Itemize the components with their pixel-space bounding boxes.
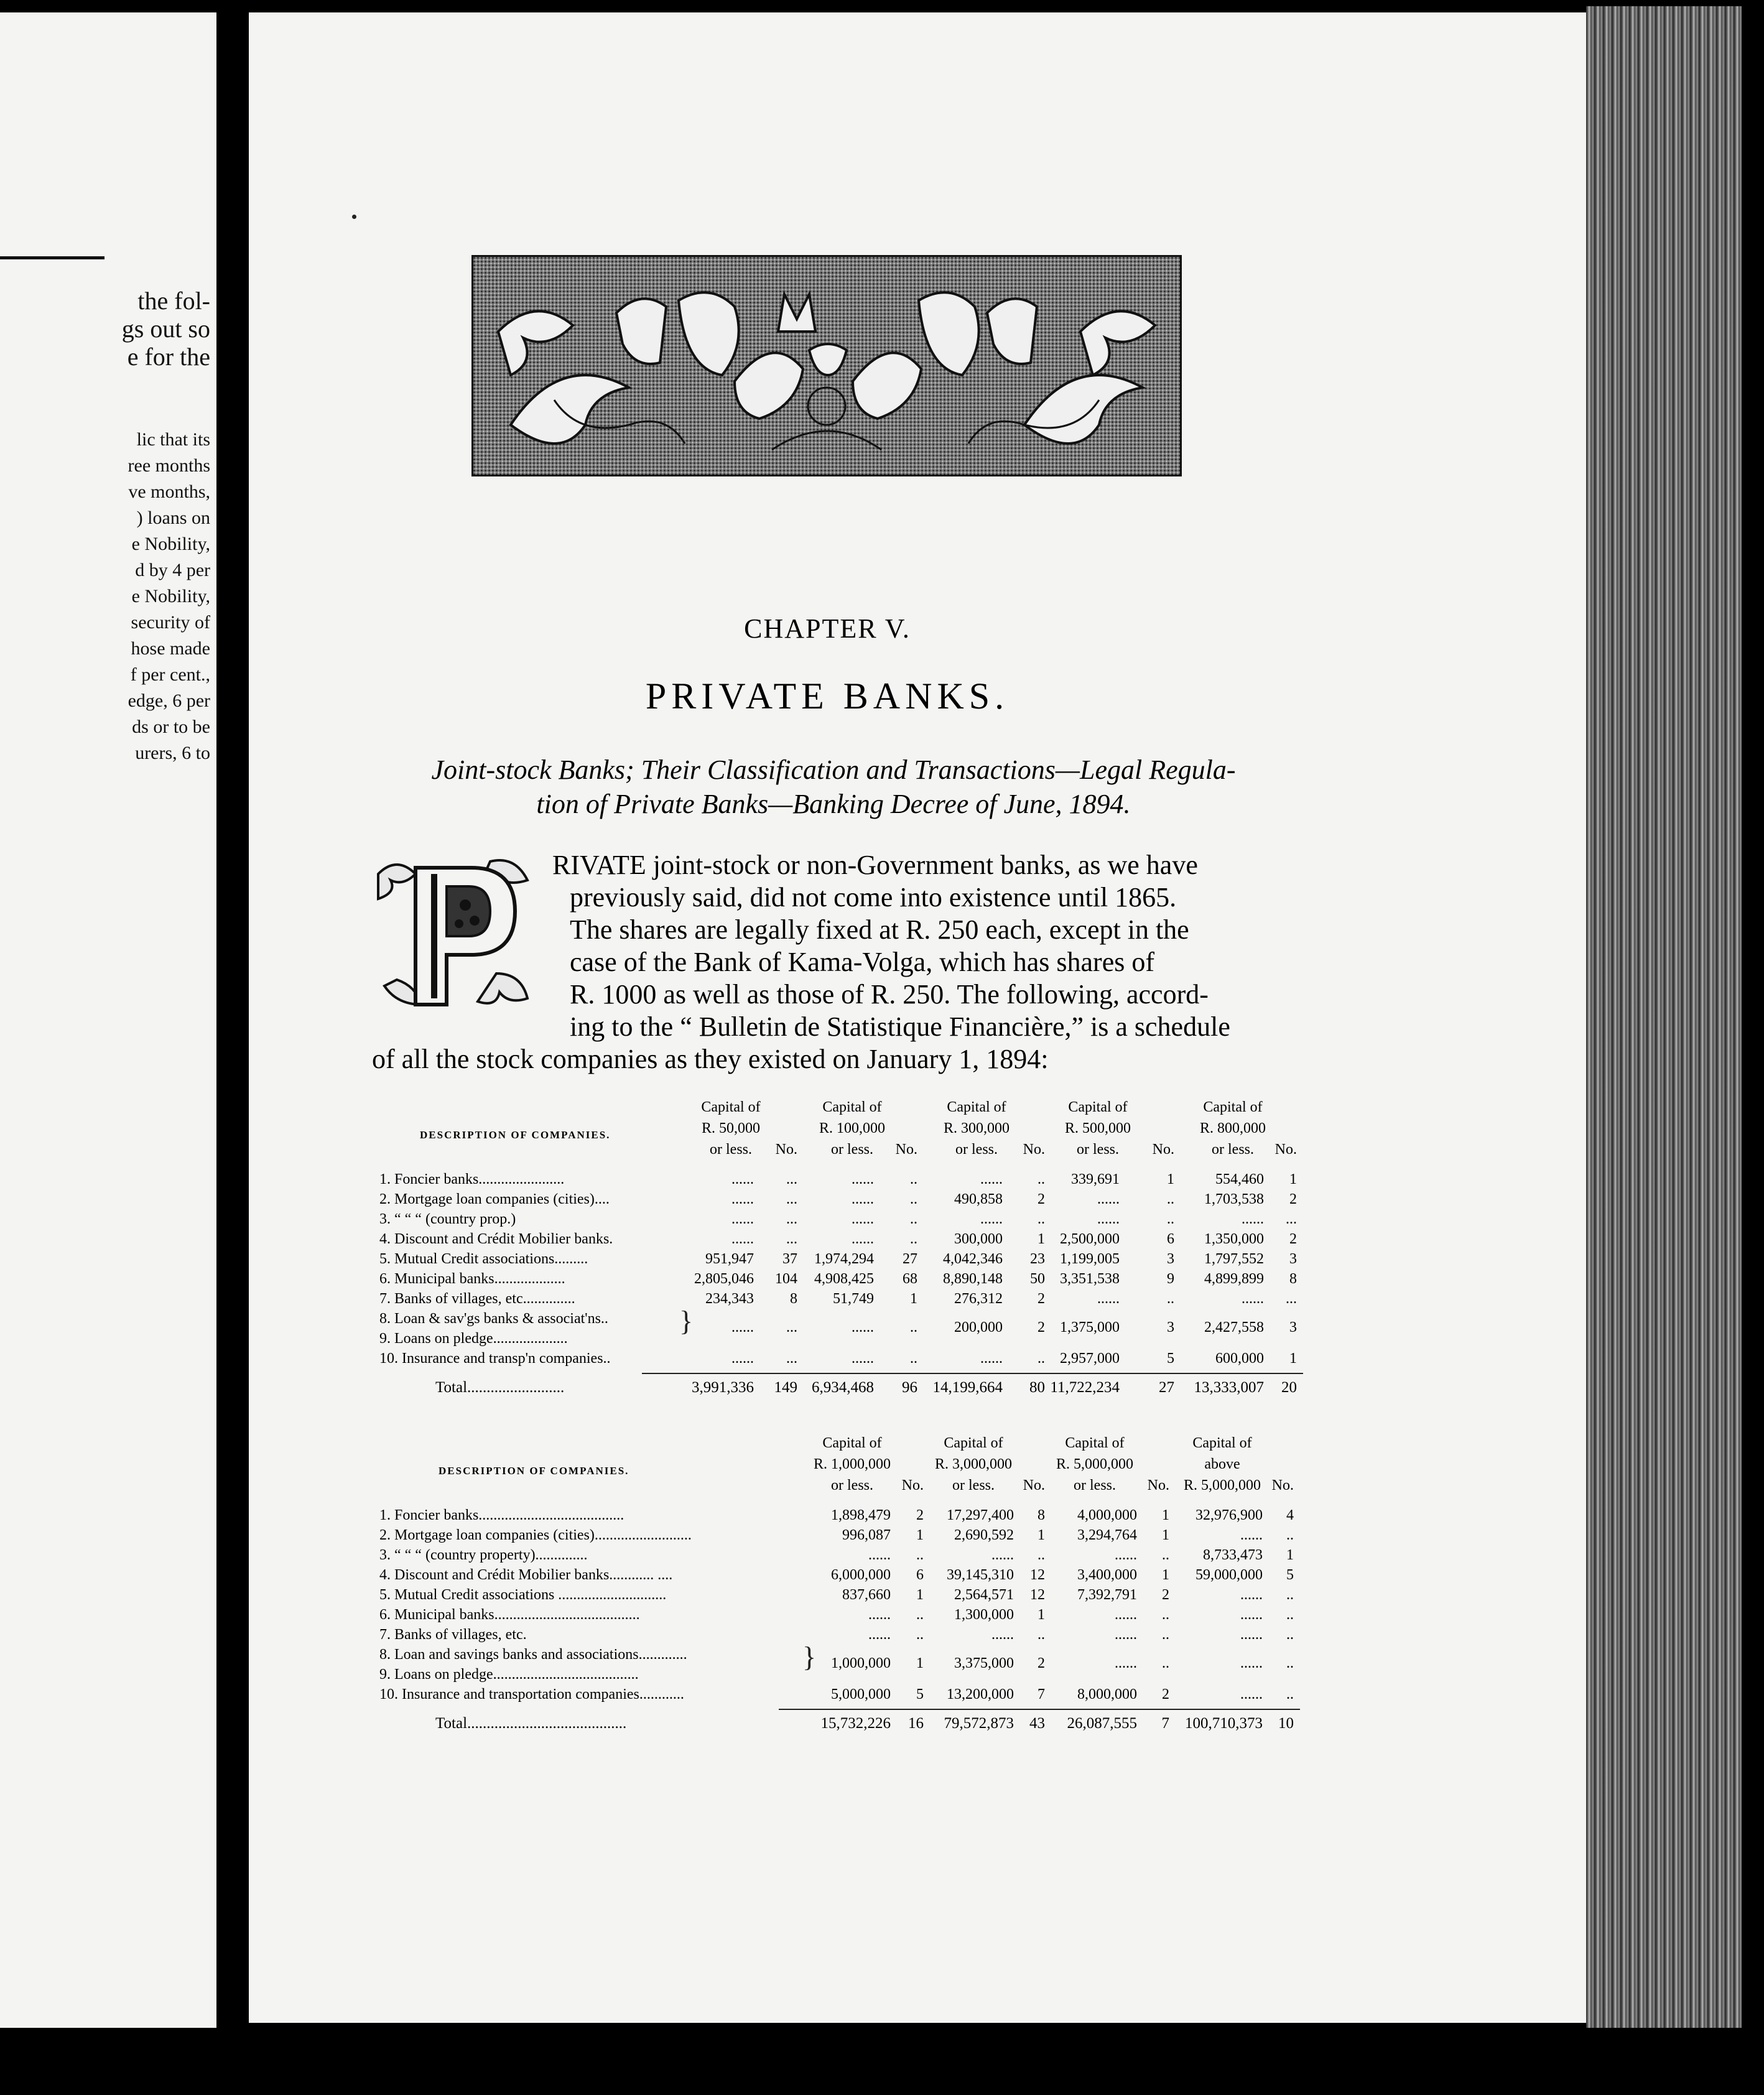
table-cell-count: ... <box>786 1350 797 1367</box>
table-cell-count: 5 <box>1286 1567 1294 1583</box>
table-cell-count: 1 <box>1167 1171 1174 1187</box>
table-cell-count: 104 <box>775 1271 797 1287</box>
capital-column-header: or less. <box>831 1141 873 1158</box>
table-cell-count: 8 <box>1038 1507 1045 1523</box>
table-cell-count: .. <box>910 1171 917 1187</box>
table-row-label: 10. Insurance and transp'n companies.. <box>379 1350 611 1367</box>
table-cell-count: 1 <box>1038 1607 1045 1623</box>
left-page-text-fragment: e Nobility, <box>131 534 210 554</box>
subtitle-line: tion of Private Banks—Banking Decree of June, 1894. <box>536 789 1131 819</box>
table-cell-count: .. <box>1038 1211 1045 1227</box>
total-rule <box>1151 1709 1300 1710</box>
table-cell-value: 1,974,294 <box>814 1251 874 1267</box>
page-edges <box>1586 6 1742 2028</box>
table-cell-value: 59,000,000 <box>1195 1567 1263 1583</box>
table-cell-count: .. <box>1038 1547 1045 1563</box>
table-row-label: 2. Mortgage loan companies (cities).... <box>379 1191 610 1207</box>
count-column-header: No. <box>1152 1141 1174 1158</box>
table-total-value: 3,991,336 <box>692 1379 754 1396</box>
capital-column-header: or less. <box>831 1477 873 1493</box>
capital-column-header: above <box>1204 1456 1240 1472</box>
table-cell-value: 490,858 <box>954 1191 1003 1207</box>
capital-table-1 <box>373 1098 1306 1421</box>
table-cell-count: 6 <box>1167 1231 1174 1247</box>
left-page-text-fragment: ) loans on <box>136 508 210 528</box>
table-cell-value: ...... <box>731 1171 754 1187</box>
table-row-label: 7. Banks of villages, etc. <box>379 1627 527 1643</box>
table-cell-count: .. <box>916 1607 924 1623</box>
table-cell-value: 8,890,148 <box>943 1271 1003 1287</box>
table-row-label: 1. Foncier banks....................................... <box>379 1507 624 1523</box>
capital-column-header: R. 1,000,000 <box>813 1456 891 1472</box>
table-cell-count: .. <box>1286 1686 1294 1702</box>
table-cell-value: ...... <box>991 1547 1014 1563</box>
table-cell-count: 50 <box>1030 1271 1045 1287</box>
table-cell-count: .. <box>1038 1627 1045 1643</box>
table-cell-value: 1,898,479 <box>831 1507 891 1523</box>
table-total-count: 80 <box>1029 1379 1045 1396</box>
table-cell-value: 276,312 <box>954 1291 1003 1307</box>
table-cell-count: .. <box>1162 1547 1169 1563</box>
page-speck <box>352 215 356 219</box>
table-cell-value: ...... <box>1115 1607 1137 1623</box>
table-cell-count: .. <box>1286 1607 1294 1623</box>
drop-cap-foliage-icon <box>372 849 534 1023</box>
table-cell-value: 4,000,000 <box>1077 1507 1137 1523</box>
left-page-text-fragment: ve months, <box>128 481 210 502</box>
table-total-value: 14,199,664 <box>932 1379 1003 1396</box>
left-page-text-fragment: gs out so <box>121 315 210 343</box>
left-page-text-fragment: ds or to be <box>132 717 210 737</box>
table-cell-value: ...... <box>1097 1211 1120 1227</box>
table-cell-value: ...... <box>868 1547 891 1563</box>
table-cell-count: 1 <box>1289 1350 1297 1367</box>
table-cell-value: ...... <box>852 1171 874 1187</box>
table-total-value: 79,572,873 <box>944 1715 1014 1732</box>
table-cell-count: 1 <box>1038 1527 1045 1543</box>
table-description-header: DESCRIPTION OF COMPANIES. <box>420 1129 611 1141</box>
capital-column-header: Capital of <box>701 1099 761 1115</box>
table-cell-value: ...... <box>1242 1291 1264 1307</box>
table-cell-count: 1 <box>1162 1507 1169 1523</box>
left-page-text-fragment: lic that its <box>136 429 210 450</box>
table-cell-count: .. <box>1167 1191 1174 1207</box>
table-cell-value: 7,392,791 <box>1077 1587 1137 1603</box>
table-total-count: 149 <box>774 1379 797 1396</box>
table-cell-count: 2 <box>1162 1686 1169 1702</box>
table-cell-value: 2,427,558 <box>1204 1319 1264 1336</box>
brace-mark: } <box>679 1305 694 1337</box>
table-cell-value: ...... <box>1240 1655 1263 1671</box>
table-cell-count: ... <box>786 1211 797 1227</box>
table-total-value: 100,710,373 <box>1185 1715 1263 1732</box>
table-cell-value: ...... <box>1097 1191 1120 1207</box>
total-rule <box>1152 1373 1303 1374</box>
count-column-header: No. <box>1023 1477 1045 1493</box>
table-cell-value: ...... <box>1240 1587 1263 1603</box>
table-row-label: 3. “ “ “ (country prop.) <box>379 1211 516 1227</box>
table-cell-value: 13,200,000 <box>947 1686 1014 1702</box>
table-cell-value: 5,000,000 <box>831 1686 891 1702</box>
table-cell-count: 1 <box>1162 1567 1169 1583</box>
paragraph-line: The shares are legally fixed at R. 250 each, except in the <box>570 914 1189 945</box>
brace-mark: } <box>802 1641 817 1673</box>
table-cell-count: ... <box>1286 1291 1297 1307</box>
capital-column-header: Capital of <box>947 1099 1006 1115</box>
table-cell-value: ...... <box>1240 1607 1263 1623</box>
table-cell-value: 3,351,538 <box>1060 1271 1120 1287</box>
left-page-text-fragment: ree months <box>128 455 210 476</box>
book-gutter <box>216 0 249 2095</box>
paragraph-line: previously said, did not come into existence until 1865. <box>570 882 1177 913</box>
table-cell-value: ...... <box>1242 1211 1264 1227</box>
drop-cap-p <box>372 849 534 1023</box>
table-cell-value: 2,690,592 <box>954 1527 1014 1543</box>
headpiece-engraving <box>473 257 1180 475</box>
table-cell-count: 3 <box>1167 1251 1174 1267</box>
table-cell-count: .. <box>1162 1655 1169 1671</box>
table-total-value: 15,732,226 <box>820 1715 891 1732</box>
table-cell-value: ...... <box>980 1211 1003 1227</box>
table-total-value: 11,722,234 <box>1050 1379 1120 1396</box>
table-cell-value: 2,564,571 <box>954 1587 1014 1603</box>
paragraph-line: of all the stock companies as they existed on January 1, 1894: <box>372 1044 1049 1074</box>
table-cell-value: ...... <box>852 1191 874 1207</box>
table-cell-value: 1,000,000 <box>831 1655 891 1671</box>
table-cell-count: .. <box>910 1319 917 1336</box>
table-cell-count: 5 <box>916 1686 924 1702</box>
capital-column-header: Capital of <box>1068 1099 1128 1115</box>
table-total-value: 26,087,555 <box>1067 1715 1137 1732</box>
capital-column-header: Capital of <box>1192 1435 1252 1451</box>
table-cell-value: ...... <box>1115 1655 1137 1671</box>
capital-column-header: R. 5,000,000 <box>1183 1477 1261 1493</box>
chapter-heading: CHAPTER V. <box>744 613 911 644</box>
table-cell-count: 8 <box>790 1291 797 1307</box>
table-row-label: 2. Mortgage loan companies (cities).......................... <box>379 1527 692 1543</box>
paragraph-line: R. 1000 as well as those of R. 250. The following, accord- <box>570 979 1209 1010</box>
capital-column-header: or less. <box>1077 1141 1119 1158</box>
table-cell-value: ...... <box>1115 1627 1137 1643</box>
table-cell-count: 3 <box>1289 1251 1297 1267</box>
table-cell-count: 2 <box>1038 1191 1045 1207</box>
table-cell-value: 8,733,473 <box>1203 1547 1263 1563</box>
table-cell-value: 51,749 <box>833 1291 874 1307</box>
table-total-label: Total......................................... <box>435 1715 627 1732</box>
count-column-header: No. <box>895 1141 917 1158</box>
capital-column-header: R. 800,000 <box>1199 1120 1266 1136</box>
left-page-text-fragment: security of <box>131 612 210 633</box>
table-cell-value: ...... <box>1240 1627 1263 1643</box>
paragraph-line: ing to the “ Bulletin de Statistique Financière,” is a schedule <box>570 1011 1230 1042</box>
table-total-count: 20 <box>1281 1379 1297 1396</box>
table-cell-count: .. <box>1038 1350 1045 1367</box>
table-cell-value: ...... <box>852 1319 874 1336</box>
capital-column-header: Capital of <box>822 1099 882 1115</box>
chapter-title: PRIVATE BANKS. <box>645 676 1010 717</box>
capital-column-header: Capital of <box>822 1435 882 1451</box>
table-cell-value: 1,703,538 <box>1204 1191 1264 1207</box>
table-cell-count: 1 <box>916 1587 924 1603</box>
table-cell-count: 1 <box>1289 1171 1297 1187</box>
table-cell-count: .. <box>916 1547 924 1563</box>
capital-column-header: R. 3,000,000 <box>934 1456 1012 1472</box>
table-cell-value: 837,660 <box>842 1587 891 1603</box>
count-column-header: No. <box>1271 1477 1294 1493</box>
table-cell-value: ...... <box>731 1231 754 1247</box>
table-cell-count: 3 <box>1289 1319 1297 1336</box>
table-cell-value: ...... <box>731 1211 754 1227</box>
table-cell-count: .. <box>910 1350 917 1367</box>
table-cell-count: .. <box>1038 1171 1045 1187</box>
table-cell-value: ...... <box>980 1350 1003 1367</box>
table-cell-count: 4 <box>1286 1507 1294 1523</box>
left-page-rule <box>0 256 104 259</box>
table-row-label: 5. Mutual Credit associations ............................. <box>379 1587 667 1603</box>
table-cell-value: ...... <box>1097 1291 1120 1307</box>
table-cell-value: 32,976,900 <box>1195 1507 1263 1523</box>
table-cell-count: 5 <box>1167 1350 1174 1367</box>
table-cell-count: 2 <box>1289 1231 1297 1247</box>
table-cell-value: 39,145,310 <box>947 1567 1014 1583</box>
table-cell-count: .. <box>1162 1607 1169 1623</box>
table-cell-count: .. <box>1286 1655 1294 1671</box>
table-cell-count: 6 <box>916 1567 924 1583</box>
table-cell-count: 3 <box>1167 1319 1174 1336</box>
capital-column-header: Capital of <box>1203 1099 1263 1115</box>
table-cell-count: ... <box>786 1171 797 1187</box>
left-page-text-fragment: hose made <box>131 638 210 659</box>
table-cell-value: ...... <box>1240 1686 1263 1702</box>
table-total-count: 10 <box>1278 1715 1294 1732</box>
table-cell-count: .. <box>910 1191 917 1207</box>
table-cell-count: 68 <box>903 1271 917 1287</box>
table-cell-value: ...... <box>868 1627 891 1643</box>
count-column-header: No. <box>1274 1141 1297 1158</box>
table-cell-value: ...... <box>852 1350 874 1367</box>
chapter-subtitle <box>370 753 1297 821</box>
table-cell-value: 2,500,000 <box>1060 1231 1120 1247</box>
table-row-label: 1. Foncier banks....................... <box>379 1171 565 1187</box>
table-row-label: 8. Loan & sav'gs banks & associat'ns.. <box>379 1311 608 1327</box>
table-total-label: Total......................... <box>435 1379 565 1396</box>
table-row-label: 8. Loan and savings banks and associations............. <box>379 1647 687 1663</box>
table-cell-count: 27 <box>903 1251 917 1267</box>
table-cell-value: 17,297,400 <box>947 1507 1014 1523</box>
table-cell-value: ...... <box>1115 1547 1137 1563</box>
table-total-count: 27 <box>1159 1379 1174 1396</box>
left-page-text-fragment: e Nobility, <box>131 586 210 606</box>
left-page-text-fragment: the fol- <box>137 287 210 315</box>
table-cell-count: 1 <box>916 1527 924 1543</box>
table-row-label: 4. Discount and Crédit Mobilier banks. <box>379 1231 613 1247</box>
ornamental-headpiece <box>471 255 1182 476</box>
table-row-label: 4. Discount and Crédit Mobilier banks............ .... <box>379 1567 673 1583</box>
table-cell-value: ...... <box>731 1319 754 1336</box>
table-cell-value: ...... <box>1240 1527 1263 1543</box>
table-cell-value: 3,294,764 <box>1077 1527 1137 1543</box>
capital-column-header: or less. <box>952 1477 995 1493</box>
subtitle-line: Joint-stock Banks; Their Classification and Transactions—Legal Regula- <box>431 755 1236 785</box>
table-total-count: 96 <box>902 1379 917 1396</box>
table-cell-value: 8,000,000 <box>1077 1686 1137 1702</box>
table-cell-count: ... <box>786 1231 797 1247</box>
table-row-label: 5. Mutual Credit associations......... <box>379 1251 588 1267</box>
table-row-label: 7. Banks of villages, etc.............. <box>379 1291 575 1307</box>
left-page-text-fragment: urers, 6 to <box>135 743 210 763</box>
table-row-label: 3. “ “ “ (country property).............. <box>379 1547 588 1563</box>
table-cell-value: 4,899,899 <box>1204 1271 1264 1287</box>
table-cell-value: 6,000,000 <box>831 1567 891 1583</box>
table-cell-value: ...... <box>991 1627 1014 1643</box>
table-cell-value: 1,350,000 <box>1204 1231 1264 1247</box>
table-cell-count: .. <box>1162 1627 1169 1643</box>
table-cell-value: 3,400,000 <box>1077 1567 1137 1583</box>
table-cell-count: .. <box>910 1211 917 1227</box>
table-cell-count: .. <box>910 1231 917 1247</box>
count-column-header: No. <box>1023 1141 1045 1158</box>
table-cell-count: 23 <box>1030 1251 1045 1267</box>
table-cell-count: 12 <box>1030 1587 1045 1603</box>
table-cell-count: 7 <box>1038 1686 1045 1702</box>
left-page-text-fragment: f per cent., <box>130 664 210 685</box>
table-cell-value: 1,300,000 <box>954 1607 1014 1623</box>
table-row-label: 9. Loans on pledge.................... <box>379 1331 568 1347</box>
table-cell-count: 9 <box>1167 1271 1174 1287</box>
table-row-label: 6. Municipal banks....................................... <box>379 1607 640 1623</box>
table-cell-count: .. <box>916 1627 924 1643</box>
count-column-header: No. <box>901 1477 924 1493</box>
capital-column-header: R. 5,000,000 <box>1056 1456 1133 1472</box>
table-cell-count: .. <box>1167 1291 1174 1307</box>
table-cell-value: 4,908,425 <box>814 1271 874 1287</box>
table-cell-count: ... <box>786 1191 797 1207</box>
table-cell-count: 2 <box>1038 1291 1045 1307</box>
table-cell-count: .. <box>1286 1627 1294 1643</box>
table-cell-value: 2,805,046 <box>694 1271 754 1287</box>
table-cell-count: 1 <box>1286 1547 1294 1563</box>
table-cell-count: 37 <box>782 1251 797 1267</box>
table-total-count: 16 <box>908 1715 924 1732</box>
table-cell-count: 2 <box>1162 1587 1169 1603</box>
table-total-count: 7 <box>1161 1715 1169 1732</box>
capital-column-header: or less. <box>1074 1477 1116 1493</box>
paragraph-line: case of the Bank of Kama-Volga, which has shares of <box>570 947 1155 977</box>
table-cell-value: ...... <box>731 1350 754 1367</box>
capital-column-header: R. 500,000 <box>1064 1120 1131 1136</box>
table-cell-value: 1,797,552 <box>1204 1251 1264 1267</box>
left-page-text-fragment: edge, 6 per <box>128 690 210 711</box>
table-cell-count: 2 <box>1289 1191 1297 1207</box>
capital-column-header: R. 100,000 <box>819 1120 885 1136</box>
table-cell-value: 4,042,346 <box>943 1251 1003 1267</box>
capital-column-header: Capital of <box>944 1435 1003 1451</box>
capital-column-header: or less. <box>955 1141 998 1158</box>
table-cell-count: 1 <box>1038 1231 1045 1247</box>
table-total-value: 6,934,468 <box>812 1379 874 1396</box>
paragraph-line: RIVATE joint-stock or non-Government banks, as we have <box>552 850 1198 880</box>
table-total-value: 13,333,007 <box>1194 1379 1264 1396</box>
table-cell-value: 339,691 <box>1071 1171 1120 1187</box>
table-cell-count: 2 <box>916 1507 924 1523</box>
table-total-count: 43 <box>1029 1715 1045 1732</box>
table-row-label: 10. Insurance and transportation companies............ <box>379 1686 684 1702</box>
table-cell-value: 600,000 <box>1215 1350 1264 1367</box>
table-cell-value: 1,375,000 <box>1060 1319 1120 1336</box>
count-column-header: No. <box>775 1141 797 1158</box>
left-page-text-fragment: d by 4 per <box>135 560 210 580</box>
capital-column-header: R. 50,000 <box>701 1120 760 1136</box>
left-page-text-fragment: e for the <box>127 343 210 371</box>
table-cell-value: 2,957,000 <box>1060 1350 1120 1367</box>
table-cell-count: 2 <box>1038 1319 1045 1336</box>
table-description-header: DESCRIPTION OF COMPANIES. <box>439 1465 629 1477</box>
table-cell-value: ...... <box>852 1231 874 1247</box>
capital-column-header: or less. <box>710 1141 752 1158</box>
table-cell-value: 234,343 <box>705 1291 754 1307</box>
table-cell-value: 3,375,000 <box>954 1655 1014 1671</box>
table-cell-value: 951,947 <box>705 1251 754 1267</box>
table-cell-value: ...... <box>731 1191 754 1207</box>
table-cell-count: ... <box>786 1319 797 1336</box>
table-cell-count: .. <box>1167 1211 1174 1227</box>
table-cell-count: 8 <box>1289 1271 1297 1287</box>
left-page-fragment <box>0 12 216 2028</box>
table-cell-value: 1,199,005 <box>1060 1251 1120 1267</box>
table-cell-count: .. <box>1286 1527 1294 1543</box>
table-row-label: 9. Loans on pledge....................................... <box>379 1666 639 1683</box>
table-cell-value: ...... <box>868 1607 891 1623</box>
count-column-header: No. <box>1147 1477 1169 1493</box>
capital-column-header: Capital of <box>1065 1435 1125 1451</box>
table-cell-count: 12 <box>1030 1567 1045 1583</box>
table-cell-count: 2 <box>1038 1655 1045 1671</box>
table-cell-value: ...... <box>980 1171 1003 1187</box>
capital-column-header: or less. <box>1212 1141 1254 1158</box>
table-cell-count: 1 <box>1162 1527 1169 1543</box>
table-cell-value: 200,000 <box>954 1319 1003 1336</box>
table-cell-count: 1 <box>916 1655 924 1671</box>
table-cell-value: ...... <box>852 1211 874 1227</box>
table-cell-count: .. <box>1286 1587 1294 1603</box>
capital-column-header: R. 300,000 <box>943 1120 1010 1136</box>
table-cell-value: 300,000 <box>954 1231 1003 1247</box>
table-cell-value: 554,460 <box>1215 1171 1264 1187</box>
table-row-label: 6. Municipal banks................... <box>379 1271 565 1287</box>
table-cell-value: 996,087 <box>842 1527 891 1543</box>
table-cell-count: 1 <box>910 1291 917 1307</box>
capital-table-2 <box>373 1434 1306 1757</box>
table-cell-count: ... <box>1286 1211 1297 1227</box>
